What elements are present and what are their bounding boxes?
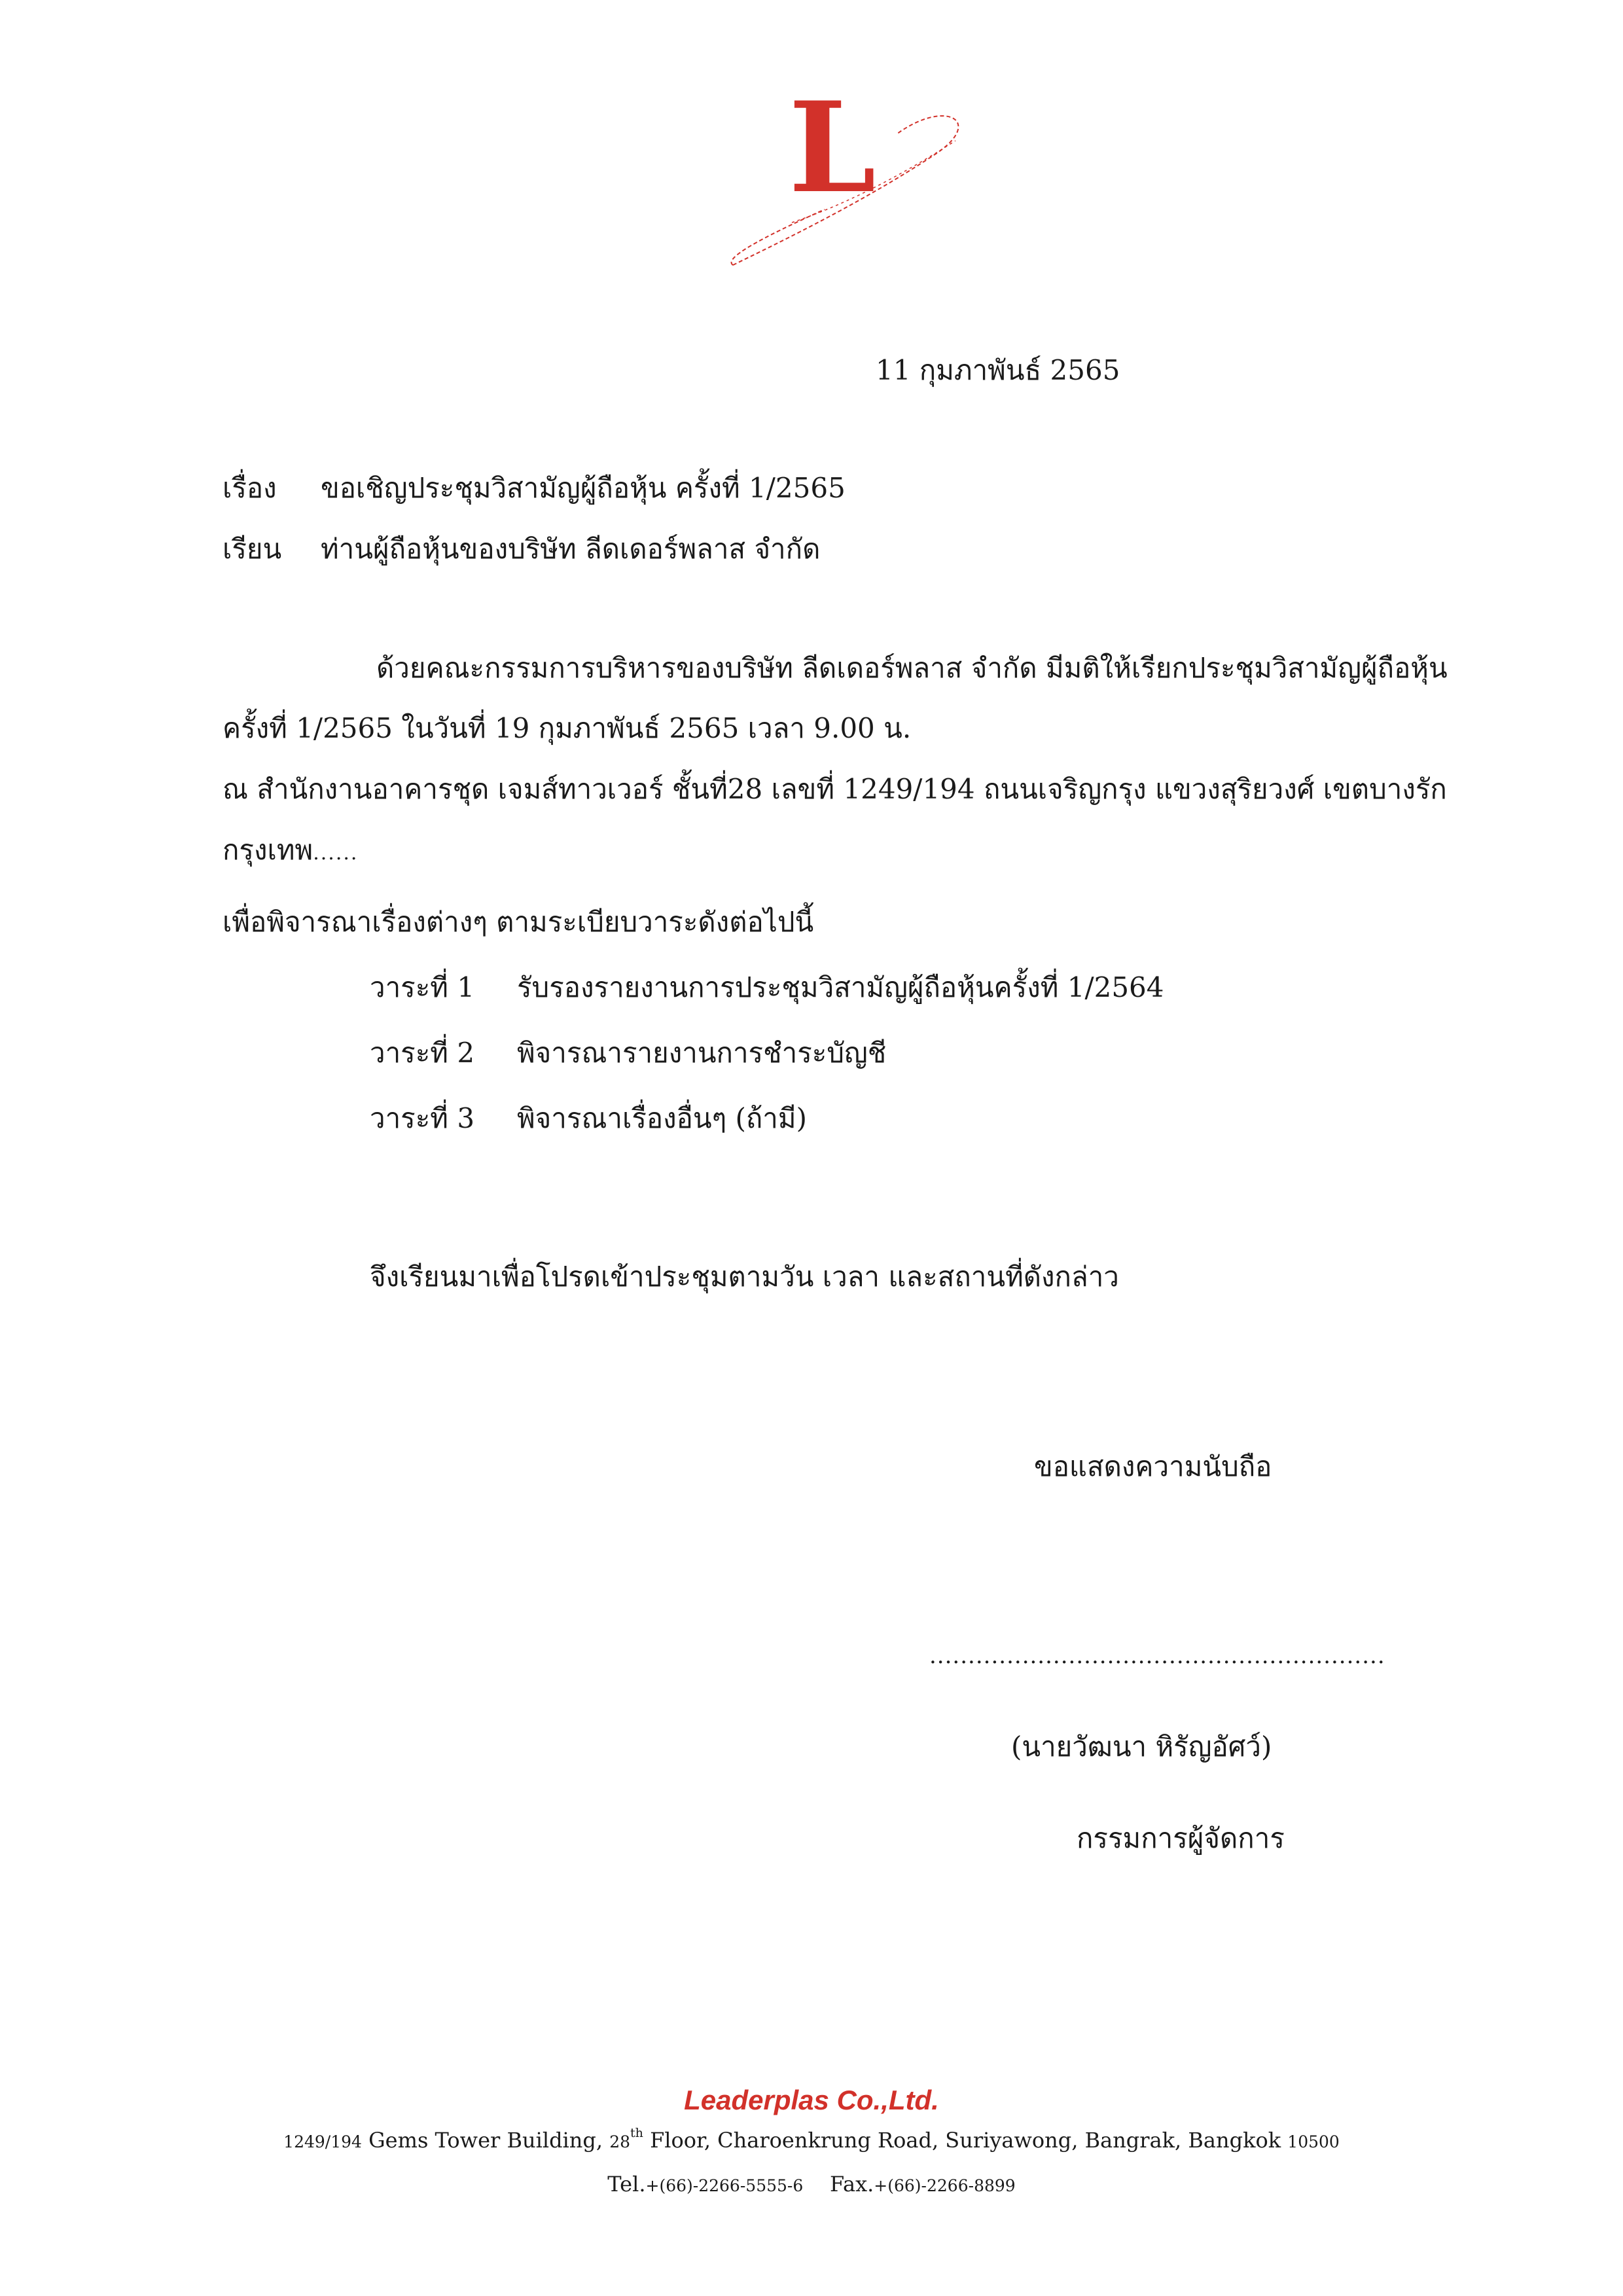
recipient-text: ท่านผู้ถือหุ้นของบริษัท ลีดเดอร์พลาส จำกัด — [321, 533, 821, 565]
company-logo — [720, 92, 995, 288]
floor-number: 28 — [609, 2132, 631, 2151]
closing-line: จึงเรียนมาเพื่อโปรดเข้าประชุมตามวัน เวลา และสถานที่ดังกล่าว — [370, 1261, 1119, 1293]
agenda-item-1-number: วาระที่ 1 — [370, 971, 475, 1003]
body-line-4 — [223, 836, 358, 864]
floor-suffix: th — [630, 2126, 643, 2140]
body-line-2: ครั้งที่ 1/2565 ในวันที่ 19 กุมภาพันธ์ 2565 เวลา 9.00 น. — [223, 712, 912, 744]
agenda-item-3-text: พิจารณาเรื่องอื่นๆ (ถ้ามี) — [517, 1102, 807, 1134]
body-line-5: เพื่อพิจารณาเรื่องต่างๆ ตามระเบียบวาระดังต่อไปนี้ — [223, 906, 814, 938]
body-line-4-dots: ...... — [313, 842, 359, 865]
agenda-item-2-number: วาระที่ 2 — [370, 1037, 475, 1069]
recipient-label: เรียน — [223, 533, 282, 565]
logo-letter: L — [789, 92, 876, 221]
agenda-item-1-text: รับรองรายงานการประชุมวิสามัญผู้ถือหุ้นครั้งที่ 1/2564 — [517, 971, 1164, 1003]
agenda-item-3-number: วาระที่ 3 — [370, 1102, 475, 1134]
address-part-a: Gems Tower Building, — [361, 2128, 610, 2153]
signer-name: (นายวัฒนา หิรัญอัศว์) — [1011, 1731, 1272, 1763]
tel-number: +(66)-2266-5555-6 — [645, 2176, 804, 2195]
tel-label: Tel. — [607, 2172, 646, 2197]
body-line-4-text: กรุงเทพ — [223, 834, 313, 866]
letter-date: 11 กุมภาพันธ์ 2565 — [876, 354, 1120, 386]
fax-number: +(66)-2266-8899 — [874, 2176, 1016, 2195]
body-line-3: ณ สำนักงานอาคารชุด เจมส์ทาวเวอร์ ชั้นที่28 เลขที่ 1249/194 ถนนเจริญกรุง แขวงสุริยวงศ์ เขตบางรัก — [223, 773, 1447, 805]
regards: ขอแสดงความนับถือ — [1034, 1450, 1272, 1482]
fax-label: Fax. — [829, 2172, 874, 2197]
address-number: 1249/194 — [283, 2132, 362, 2151]
signer-title: กรรมการผู้จัดการ — [1077, 1822, 1285, 1854]
signature-line: ........................................................... — [929, 1643, 1385, 1669]
footer-company-name: Leaderplas Co.,Ltd. — [684, 2085, 939, 2115]
subject-text: ขอเชิญประชุมวิสามัญผู้ถือหุ้น ครั้งที่ 1/2565 — [321, 472, 846, 504]
footer-contact — [0, 2172, 1623, 2197]
agenda-item-2-text: พิจารณารายงานการชำระบัญชี — [517, 1037, 887, 1069]
subject-label: เรื่อง — [223, 472, 277, 504]
body-line-1: ด้วยคณะกรรมการบริหารของบริษัท ลีดเดอร์พลาส จำกัด มีมติให้เรียกประชุมวิสามัญผู้ถือหุ้น — [376, 652, 1448, 684]
address-part-b: Floor, Charoenkrung Road, Suriyawong, Bangrak, Bangkok — [643, 2128, 1288, 2153]
postcode: 10500 — [1287, 2132, 1340, 2151]
footer-address — [0, 2126, 1623, 2153]
